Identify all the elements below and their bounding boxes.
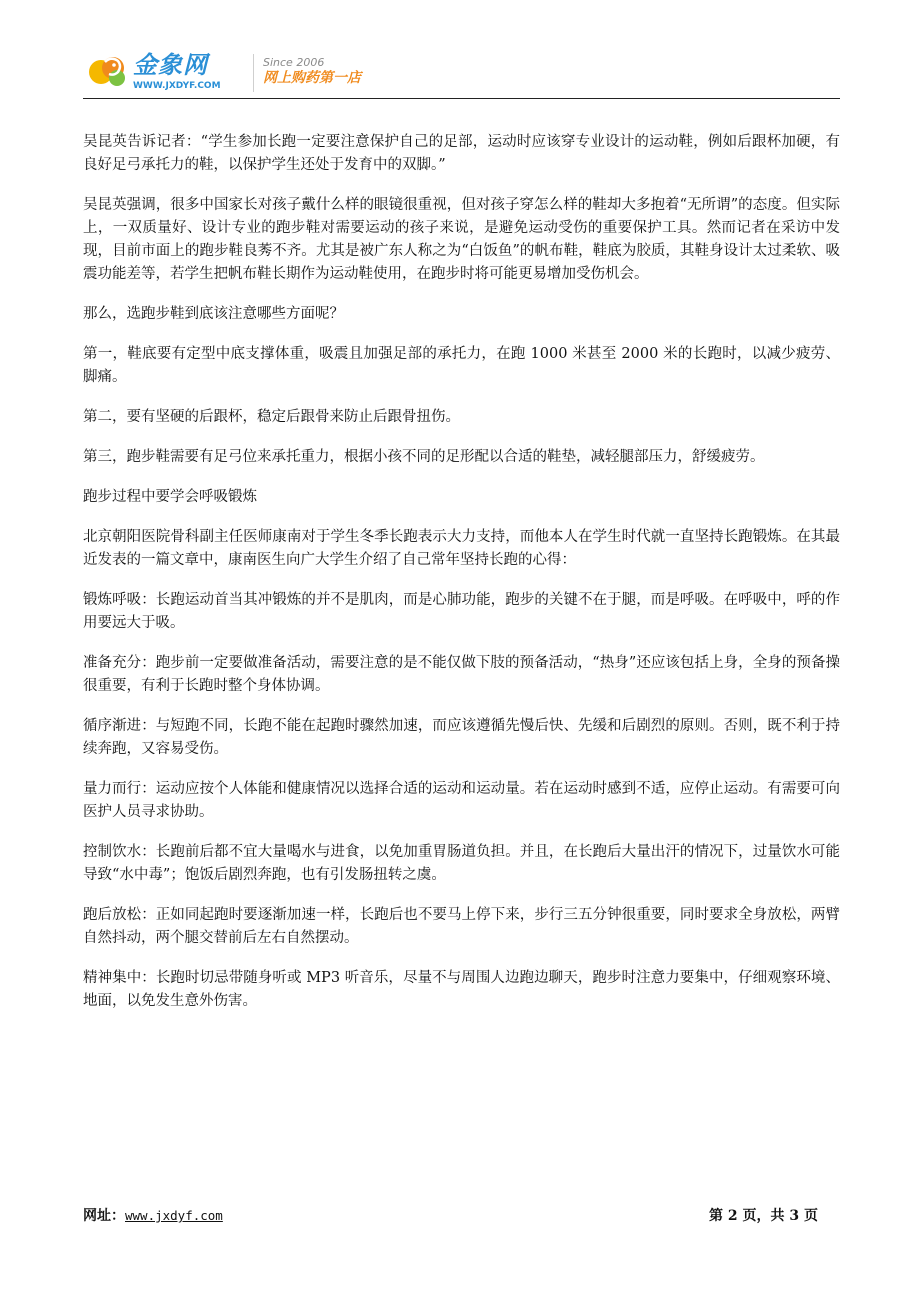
page-number: 第 2 页，共 3 页 [709, 1208, 818, 1224]
paragraph: 第三，跑步鞋需要有足弓位来承托重力，根据小孩不同的足形配以合适的鞋垫，减轻腿部压力，舒缓疲劳。 [83, 449, 765, 465]
paragraph: 锻炼呼吸：长跑运动首当其冲锻炼的并不是肌肉，而是心肺功能，跑步的关键不在于腿，而是呼吸。在呼吸中，呼的作用要远大于吸。 [83, 592, 840, 631]
section-heading: 跑步过程中要学会呼吸锻炼 [83, 489, 257, 505]
paragraph: 量力而行：运动应按个人体能和健康情况以选择合适的运动和运动量。若在运动时感到不适，应停止运动。有需要可向医护人员寻求协助。 [83, 781, 840, 820]
brand-name: 金象网 [133, 51, 208, 79]
paragraph: 控制饮水：长跑前后都不宜大量喝水与进食，以免加重胃肠道负担。并且，在长跑后大量出汗的情况下，过量饮水可能导致“水中毒”；饱饭后剧烈奔跑，也有引发肠扭转之虞。 [83, 844, 840, 883]
footer-url-label: 网址： [83, 1208, 125, 1224]
paragraph: 吴昆英告诉记者：“学生参加长跑一定要注意保护自己的足部，运动时应该穿专业设计的运动鞋，例如后跟杯加硬，有良好足弓承托力的鞋，以保护学生还处于发育中的双脚。” [83, 134, 840, 173]
header-divider [253, 54, 254, 92]
page-footer [83, 1207, 818, 1227]
paragraph: 第一，鞋底要有定型中底支撑体重，吸震且加强足部的承托力，在跑 1000 米甚至 2000 米的长跑时，以减少疲劳、脚痛。 [83, 346, 840, 385]
paragraph: 第二，要有坚硬的后跟杯，稳定后跟骨来防止后跟骨扭伤。 [83, 409, 460, 425]
paragraph: 精神集中：长跑时切忌带随身听或 MP3 听音乐，尽量不与周围人边跑边聊天，跑步时注意力要集中，仔细观察环境、地面，以免发生意外伤害。 [83, 970, 840, 1009]
site-logo[interactable] [87, 50, 247, 94]
paragraph: 循序渐进：与短跑不同，长跑不能在起跑时骤然加速，而应该遵循先慢后快、先缓和后剧烈的原则。否则，既不利于持续奔跑，又容易受伤。 [83, 718, 840, 757]
paragraph: 那么，选跑步鞋到底该注意哪些方面呢？ [83, 306, 344, 322]
article-body [83, 131, 840, 1030]
page-header [83, 46, 840, 99]
slogan: 网上购药第一店 [263, 70, 361, 86]
since-text: Since 2006 [263, 56, 325, 69]
paragraph: 跑后放松：正如同起跑时要逐渐加速一样，长跑后也不要马上停下来，步行三五分钟很重要，同时要求全身放松，两臂自然抖动，两个腿交替前后左右自然摆动。 [83, 907, 840, 946]
footer-website [83, 1207, 223, 1225]
paragraph: 北京朝阳医院骨科副主任医师康南对于学生冬季长跑表示大力支持，而他本人在学生时代就一直坚持长跑锻炼。在其最近发表的一篇文章中，康南医生向广大学生介绍了自己常年坚持长跑的心得： [83, 529, 840, 568]
elephant-logo-icon [87, 52, 129, 90]
footer-url-link[interactable]: www.jxdyf.com [125, 1208, 223, 1223]
brand-url: WWW.JXDYF.COM [133, 81, 221, 91]
paragraph: 准备充分：跑步前一定要做准备活动，需要注意的是不能仅做下肢的预备活动，“热身”还应该包括上身，全身的预备操很重要，有利于长跑时整个身体协调。 [83, 655, 840, 694]
paragraph: 吴昆英强调，很多中国家长对孩子戴什么样的眼镜很重视，但对孩子穿怎么样的鞋却大多抱着“无所谓”的态度。但实际上，一双质量好、设计专业的跑步鞋对需要运动的孩子来说，是避免运动受伤的重要保护工具。然而记者在采访中发现，目前市面上的跑步鞋良莠不齐。尤其是被广东人称之为“白饭鱼”的帆布鞋，鞋底为胶质，其鞋身设计太过柔软、吸震功能差等，若学生把帆布鞋长期作为运动鞋使用，在跑步时将可能更易增加受伤机会。 [83, 197, 840, 282]
